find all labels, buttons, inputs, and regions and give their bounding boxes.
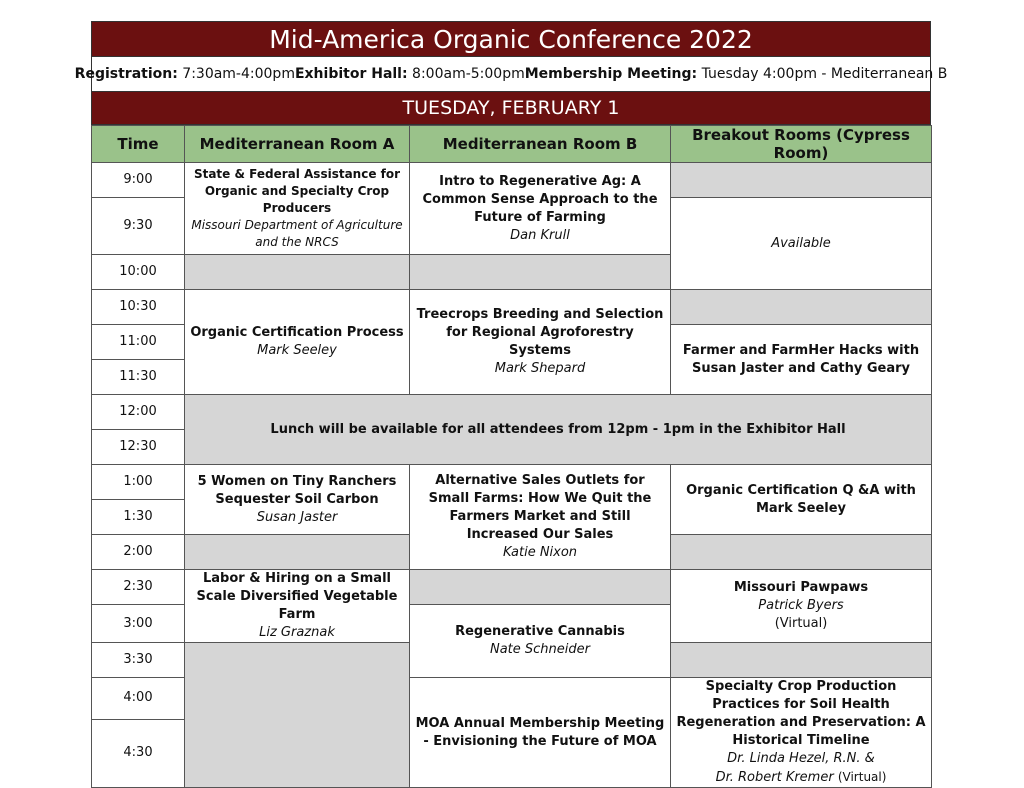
- session-title: 5 Women on Tiny Ranchers Sequester Soil Carbon: [197, 473, 397, 507]
- session-speaker: Susan Jaster: [256, 509, 338, 525]
- lunch-text: Lunch will be available for all attendees from 12pm - 1pm in the Exhibitor Hall: [270, 421, 846, 437]
- time-cell: 3:30: [92, 643, 185, 678]
- session-speaker: Dr. Robert Kremer: [715, 770, 834, 785]
- title-text: Mid-America Organic Conference 2022: [269, 24, 753, 54]
- info-bar: [74, 57, 948, 91]
- time-cell: 4:30: [92, 719, 185, 787]
- day-text: TUESDAY, FEBRUARY 1: [402, 97, 620, 119]
- session-a3: [185, 465, 410, 535]
- session-title: Treecrops Breeding and Selection for Regional Agroforestry Systems: [416, 307, 664, 358]
- virtual-note: (Virtual): [774, 616, 828, 631]
- registration-value: 7:30am-4:00pm: [182, 66, 295, 82]
- day-heading: [91, 91, 931, 125]
- session-title: Specialty Crop Production Practices for Soil Health Regeneration and Preservation: A Historical Timeline: [676, 679, 926, 748]
- time-cell: 9:30: [92, 198, 185, 255]
- session-b1: [410, 163, 671, 255]
- empty-slot: [185, 643, 410, 788]
- session-speaker: Mark Shepard: [494, 361, 586, 376]
- session-title: Regenerative Cannabis: [455, 624, 625, 639]
- lunch-block: [185, 395, 932, 465]
- col-time: Time: [92, 126, 185, 163]
- empty-slot: [671, 163, 932, 198]
- empty-slot: [410, 255, 671, 290]
- time-cell: 9:00: [92, 163, 185, 198]
- session-a1: [185, 163, 410, 255]
- col-breakout: Breakout Rooms (Cypress Room): [671, 126, 932, 163]
- time-cell: 11:00: [92, 325, 185, 360]
- session-b2: [410, 290, 671, 395]
- empty-slot: [671, 643, 932, 678]
- session-title: Labor & Hiring on a Small Scale Diversified Vegetable Farm: [196, 571, 398, 622]
- empty-slot: [671, 290, 932, 325]
- col-room-a: Mediterranean Room A: [185, 126, 410, 163]
- session-c5: [671, 678, 932, 788]
- time-cell: 1:00: [92, 465, 185, 500]
- session-c2: [671, 325, 932, 395]
- column-header-row: [92, 126, 932, 163]
- empty-slot: [410, 570, 671, 605]
- session-speaker: Liz Graznak: [259, 625, 335, 640]
- table-row: [92, 395, 932, 430]
- table-row: [92, 465, 932, 500]
- conference-title: [91, 21, 931, 57]
- exhibitor-label: Exhibitor Hall:: [294, 66, 408, 82]
- time-cell: 10:30: [92, 290, 185, 325]
- session-speaker: Katie Nixon: [502, 545, 578, 560]
- session-speaker: Dan Krull: [510, 227, 570, 243]
- membership-value: Tuesday 4:00pm - Mediterranean B: [701, 66, 948, 82]
- session-c4: [671, 570, 932, 643]
- session-title: Intro to Regenerative Ag: A Common Sense Approach to the Future of Farming: [422, 173, 658, 225]
- exhibitor-value: 8:00am-5:00pm: [412, 66, 525, 82]
- time-cell: 12:00: [92, 395, 185, 430]
- time-cell: 4:00: [92, 678, 185, 720]
- time-cell: 10:00: [92, 255, 185, 290]
- empty-slot: [671, 535, 932, 570]
- session-a2: [185, 290, 410, 395]
- time-cell: 11:30: [92, 360, 185, 395]
- session-title: Organic Certification Q &A with Mark Seeley: [686, 482, 916, 516]
- session-speaker: Missouri Department of Agriculture and the NRCS: [191, 218, 403, 249]
- session-title: Alternative Sales Outlets for Small Farms: How We Quit the Farmers Market and Still Increased Our Sales: [428, 473, 652, 542]
- session-title: State & Federal Assistance for Organic and Specialty Crop Producers: [193, 167, 401, 215]
- session-title: MOA Annual Membership Meeting - Envisioning the Future of MOA: [415, 715, 665, 749]
- empty-slot: [185, 535, 410, 570]
- table-row: [92, 290, 932, 325]
- membership-label: Membership Meeting:: [524, 66, 698, 82]
- session-c1: [671, 198, 932, 290]
- session-speaker: Mark Seeley: [257, 343, 337, 358]
- col-room-b: Mediterranean Room B: [410, 126, 671, 163]
- schedule-table: [91, 125, 932, 788]
- empty-slot: [185, 255, 410, 290]
- schedule-sheet: [74, 21, 948, 788]
- time-cell: 2:00: [92, 535, 185, 570]
- table-row: [92, 163, 932, 198]
- session-title: Missouri Pawpaws: [733, 580, 869, 595]
- session-b3: [410, 465, 671, 570]
- session-title: Organic Certification Process: [190, 325, 404, 340]
- registration-label: Registration:: [74, 66, 178, 82]
- session-a4: [185, 570, 410, 643]
- session-speaker: Patrick Byers: [758, 598, 844, 613]
- session-c3: [671, 465, 932, 535]
- time-cell: 1:30: [92, 500, 185, 535]
- session-speaker: Nate Schneider: [489, 642, 590, 657]
- session-b5: [410, 678, 671, 788]
- time-cell: 12:30: [92, 430, 185, 465]
- time-cell: 2:30: [92, 570, 185, 605]
- session-speaker: Dr. Linda Hezel, R.N. &: [727, 751, 875, 766]
- virtual-note: (Virtual): [837, 770, 887, 784]
- session-b4: [410, 605, 671, 678]
- table-row: [92, 570, 932, 605]
- session-title: Farmer and FarmHer Hacks with Susan Jaster and Cathy Geary: [682, 342, 920, 376]
- available-label: Available: [771, 235, 831, 251]
- time-cell: 3:00: [92, 605, 185, 643]
